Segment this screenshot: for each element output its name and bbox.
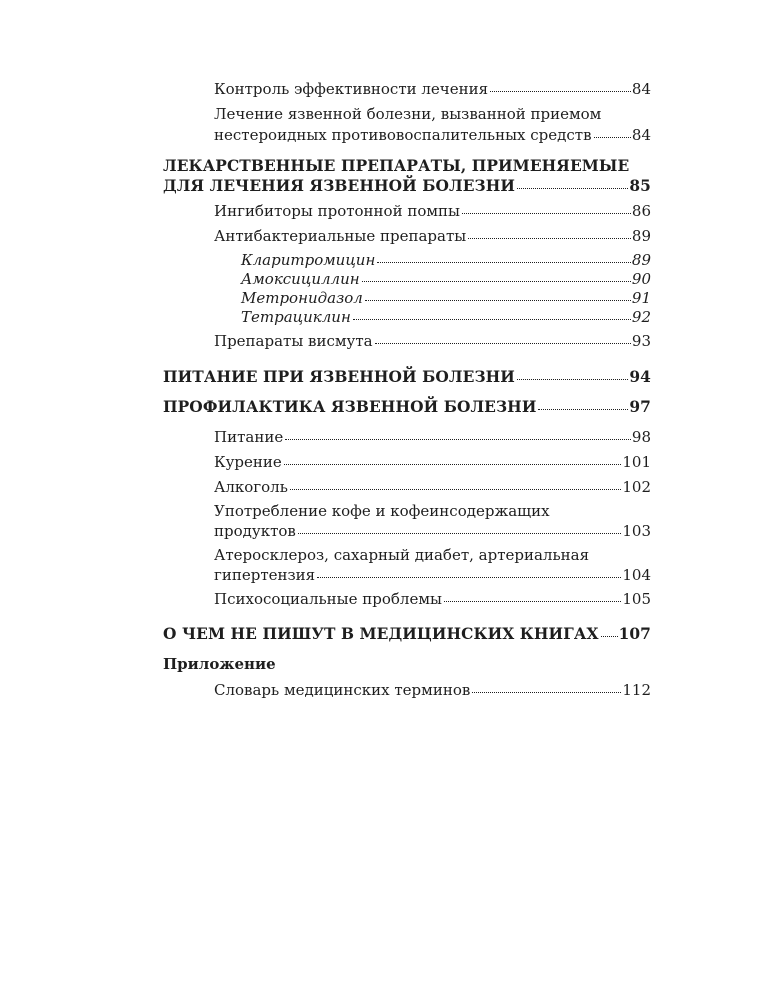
- dot-leader: [472, 691, 621, 693]
- toc-entry-label: гипертензия: [214, 566, 316, 584]
- dot-leader: [517, 378, 628, 380]
- toc-entry-label: Кларитромицин: [241, 251, 376, 269]
- toc-chapter-title-line1: ЛЕКАРСТВЕННЫЕ ПРЕПАРАТЫ, ПРИМЕНЯЕМЫЕ: [163, 157, 630, 175]
- toc-entry-label: Антибактериальные препараты: [214, 227, 467, 245]
- toc-page-number: 90: [631, 270, 651, 288]
- dot-leader: [538, 408, 628, 410]
- toc-page-number: 89: [631, 227, 651, 245]
- toc-page-number: 101: [622, 453, 651, 471]
- dot-leader: [362, 280, 631, 282]
- toc-entry-label: нестероидных противовоспалительных средств: [214, 126, 592, 144]
- dot-leader: [353, 318, 631, 320]
- toc-page-number: 85: [629, 177, 651, 195]
- toc-page-number: 93: [631, 332, 651, 350]
- dot-leader: [594, 136, 631, 138]
- toc-entry-label: Курение: [214, 453, 282, 471]
- dot-leader: [462, 212, 631, 214]
- toc-page-number: 97: [629, 398, 651, 416]
- toc-page-number: 102: [622, 478, 651, 496]
- dot-leader: [290, 488, 621, 490]
- dot-leader: [377, 261, 631, 263]
- toc-entry-label: Алкоголь: [214, 478, 288, 496]
- dot-leader: [298, 532, 622, 534]
- dot-leader: [365, 299, 631, 301]
- toc-entry-label: продуктов: [214, 522, 296, 540]
- dot-leader: [490, 90, 631, 92]
- toc-entry-label: Психосоциальные проблемы: [214, 590, 442, 608]
- toc-page-number: 84: [631, 126, 651, 144]
- dot-leader: [601, 635, 618, 637]
- toc-page-number: 84: [631, 80, 651, 98]
- dot-leader: [468, 237, 631, 239]
- toc-chapter-title: ПИТАНИЕ ПРИ ЯЗВЕННОЙ БОЛЕЗНИ: [163, 368, 515, 386]
- dot-leader: [517, 187, 628, 189]
- toc-page-number: 94: [629, 368, 651, 386]
- toc-chapter-title: О ЧЕМ НЕ ПИШУТ В МЕДИЦИНСКИХ КНИГАХ: [163, 625, 599, 643]
- toc-page-number: 98: [631, 428, 651, 446]
- toc-entry-label-line1: Употребление кофе и кофеинсодержащих: [214, 502, 550, 520]
- toc-entry-label: Метронидазол: [241, 289, 363, 307]
- toc-entry-label: Амоксициллин: [241, 270, 360, 288]
- toc-page-number: 107: [618, 625, 651, 643]
- appendix-heading-text: Приложение: [163, 655, 276, 673]
- dot-leader: [317, 576, 621, 578]
- dot-leader: [444, 600, 621, 602]
- toc-page-number: 89: [631, 251, 651, 269]
- toc-entry-label-line1: Атеросклероз, сахарный диабет, артериальная: [214, 546, 590, 564]
- toc-chapter-title: ДЛЯ ЛЕЧЕНИЯ ЯЗВЕННОЙ БОЛЕЗНИ: [163, 177, 516, 195]
- dot-leader: [284, 463, 622, 465]
- toc-page-number: 92: [631, 308, 651, 326]
- toc-page-number: 104: [622, 566, 651, 584]
- toc-entry-label: Словарь медицинских терминов: [214, 681, 471, 699]
- toc-page-number: 91: [631, 289, 651, 307]
- toc-entry-label: Препараты висмута: [214, 332, 373, 350]
- dot-leader: [375, 342, 631, 344]
- toc-entry-label-line1: Лечение язвенной болезни, вызванной приемом: [214, 105, 602, 123]
- toc-entry-label: Ингибиторы протонной помпы: [214, 202, 460, 220]
- toc-entry-label: Контроль эффективности лечения: [214, 80, 489, 98]
- toc-page-number: 112: [622, 681, 651, 699]
- toc-page-number: 105: [622, 590, 651, 608]
- toc-page-number: 86: [631, 202, 651, 220]
- toc-page-number: 103: [622, 522, 651, 540]
- dot-leader: [285, 438, 631, 440]
- toc-chapter-title: ПРОФИЛАКТИКА ЯЗВЕННОЙ БОЛЕЗНИ: [163, 398, 537, 416]
- toc-entry-label: Тетрациклин: [241, 308, 351, 326]
- toc-entry-label: Питание: [214, 428, 284, 446]
